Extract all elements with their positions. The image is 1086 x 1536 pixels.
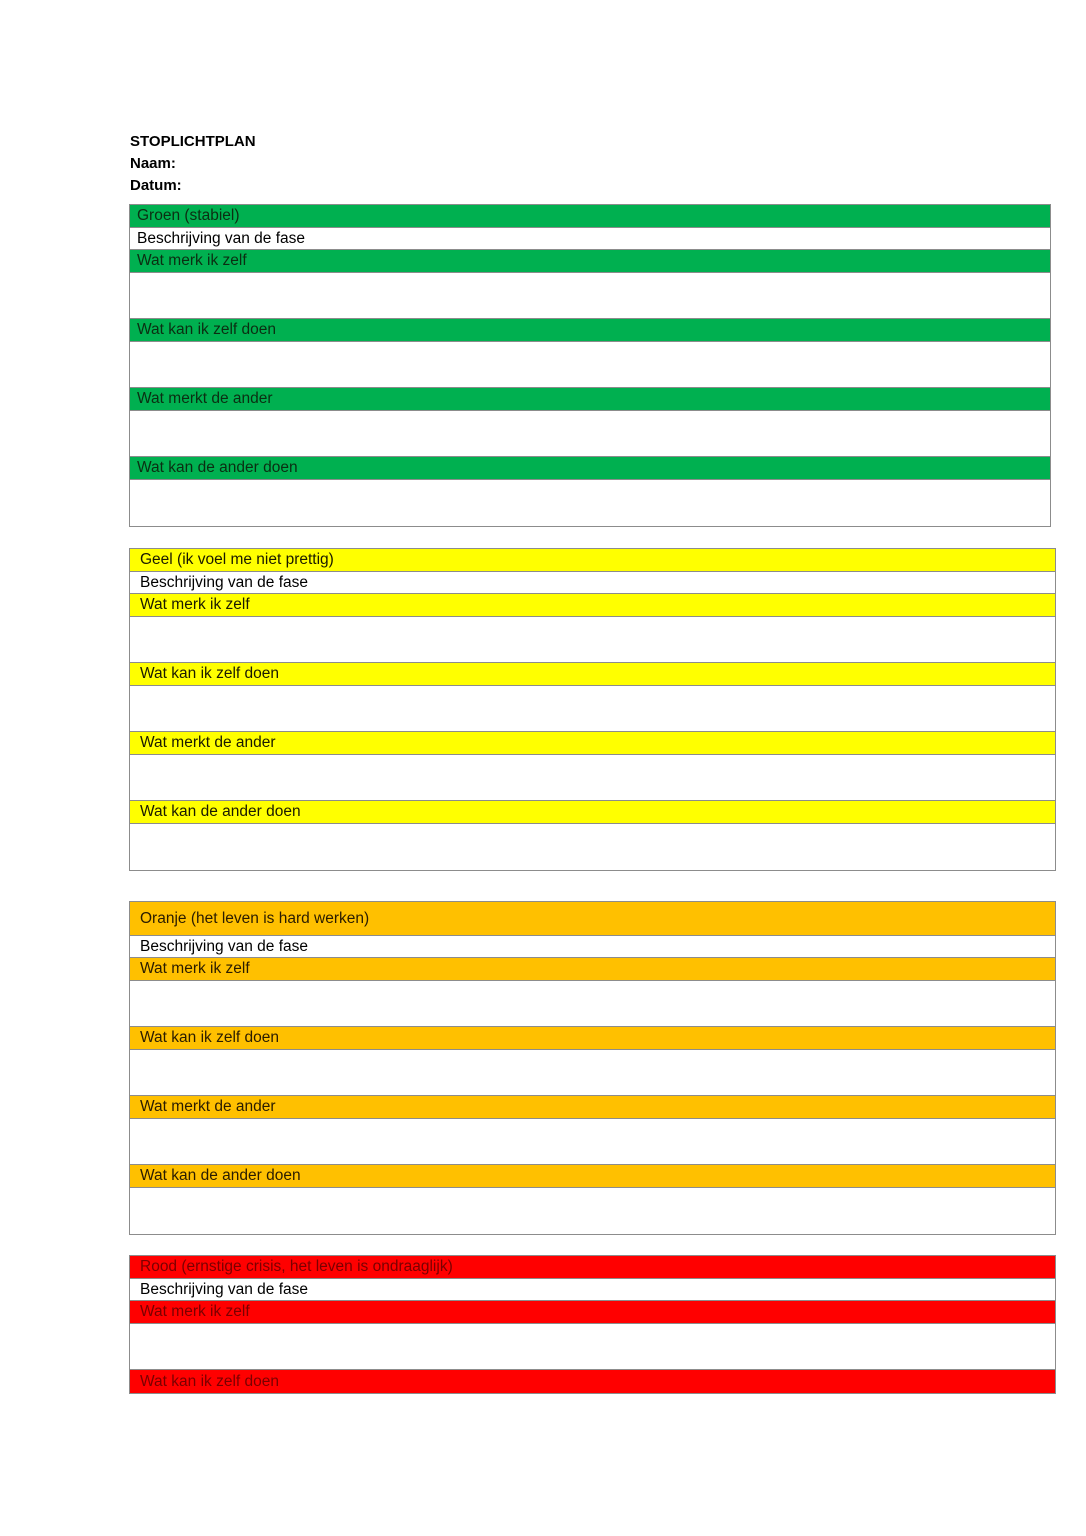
phase-title: Oranje (het leven is hard werken) — [130, 902, 1055, 936]
phase-table-red — [129, 1255, 1056, 1394]
section-header: Wat merkt de ander — [130, 388, 1050, 411]
phase-description-label[interactable]: Beschrijving van de fase — [130, 228, 1050, 250]
section-input[interactable] — [130, 824, 1055, 870]
section-header: Wat kan de ander doen — [130, 457, 1050, 480]
name-label: Naam: — [130, 155, 176, 172]
section-header: Wat merkt de ander — [130, 1096, 1055, 1119]
section-header: Wat kan ik zelf doen — [130, 1370, 1055, 1393]
section-input[interactable] — [130, 480, 1050, 526]
section-header: Wat merk ik zelf — [130, 958, 1055, 981]
section-header: Wat merk ik zelf — [130, 594, 1055, 617]
phase-description-label[interactable]: Beschrijving van de fase — [130, 936, 1055, 958]
phase-table-green — [129, 204, 1051, 527]
section-header: Wat kan ik zelf doen — [130, 663, 1055, 686]
section-header: Wat kan de ander doen — [130, 1165, 1055, 1188]
date-label: Datum: — [130, 177, 182, 194]
section-input[interactable] — [130, 755, 1055, 801]
section-header: Wat merk ik zelf — [130, 1301, 1055, 1324]
section-input[interactable] — [130, 1119, 1055, 1165]
phase-table-yellow — [129, 548, 1056, 871]
section-header: Wat kan ik zelf doen — [130, 319, 1050, 342]
section-input[interactable] — [130, 1188, 1055, 1234]
phase-title: Rood (ernstige crisis, het leven is ondraaglijk) — [130, 1256, 1055, 1279]
section-input[interactable] — [130, 273, 1050, 319]
section-input[interactable] — [130, 981, 1055, 1027]
section-input[interactable] — [130, 1324, 1055, 1370]
section-input[interactable] — [130, 342, 1050, 388]
document-title: STOPLICHTPLAN — [130, 133, 256, 150]
phase-description-label[interactable]: Beschrijving van de fase — [130, 572, 1055, 594]
section-input[interactable] — [130, 617, 1055, 663]
section-header: Wat merkt de ander — [130, 732, 1055, 755]
phase-table-orange — [129, 901, 1056, 1235]
document-header — [130, 131, 256, 197]
section-header: Wat merk ik zelf — [130, 250, 1050, 273]
section-input[interactable] — [130, 686, 1055, 732]
phase-title: Geel (ik voel me niet prettig) — [130, 549, 1055, 572]
section-input[interactable] — [130, 411, 1050, 457]
section-header: Wat kan de ander doen — [130, 801, 1055, 824]
section-input[interactable] — [130, 1050, 1055, 1096]
phase-description-label[interactable]: Beschrijving van de fase — [130, 1279, 1055, 1301]
phase-title: Groen (stabiel) — [130, 205, 1050, 228]
section-header: Wat kan ik zelf doen — [130, 1027, 1055, 1050]
